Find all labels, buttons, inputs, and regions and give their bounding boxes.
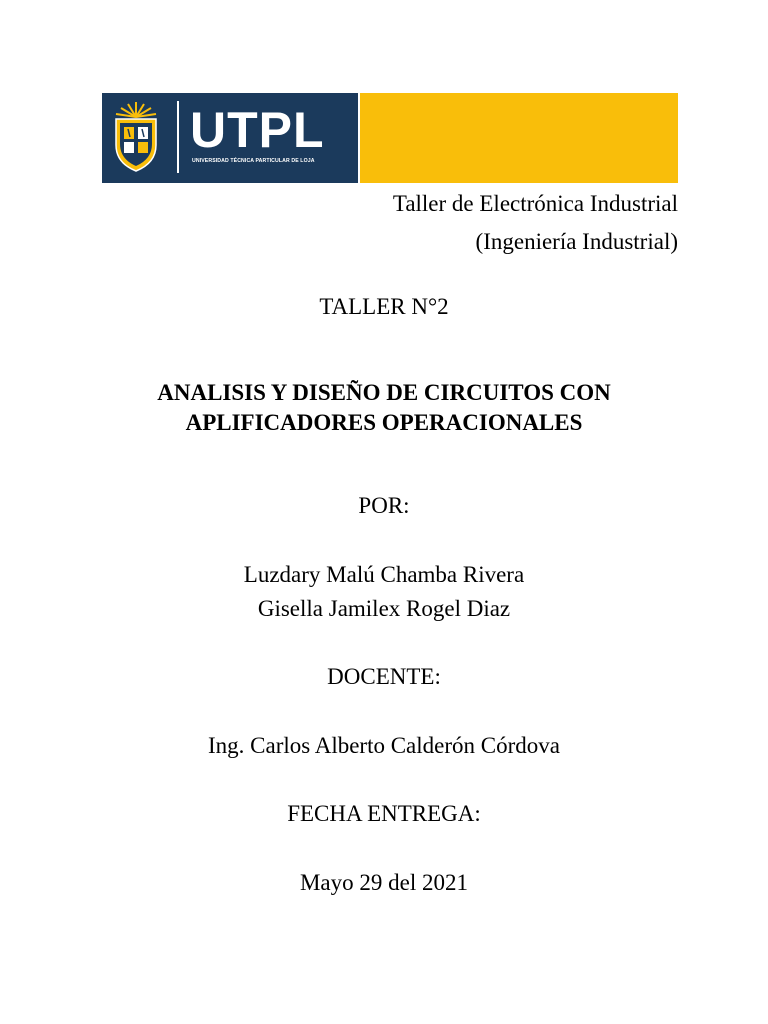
author-name: Luzdary Malú Chamba Rivera xyxy=(243,562,525,587)
logo-subtitle: UNIVERSIDAD TÉCNICA PARTICULAR DE LOJA xyxy=(192,158,315,164)
instructor-label: DOCENTE: xyxy=(327,664,441,689)
document-title-line2: APLIFICADORES OPERACIONALES xyxy=(185,410,583,435)
header-banner xyxy=(102,93,678,183)
course-name: Taller de Electrónica Industrial xyxy=(392,191,678,216)
authors-label: POR: xyxy=(358,493,410,518)
author-name: Gisella Jamilex Rogel Diaz xyxy=(257,596,511,621)
logo-text: UTPL xyxy=(190,102,325,158)
instructor-name: Ing. Carlos Alberto Calderón Córdova xyxy=(208,733,560,758)
university-crest-icon xyxy=(110,99,162,173)
workshop-number: TALLER N°2 xyxy=(319,294,449,319)
program-name: (Ingeniería Industrial) xyxy=(475,229,678,254)
due-date-label: FECHA ENTREGA: xyxy=(287,801,481,826)
logo-panel xyxy=(102,93,358,183)
banner-accent-bar xyxy=(360,93,678,183)
logo-divider xyxy=(177,101,179,173)
due-date: Mayo 29 del 2021 xyxy=(299,870,468,895)
document-title-line1: ANALISIS Y DISEÑO DE CIRCUITOS CON xyxy=(157,380,611,405)
